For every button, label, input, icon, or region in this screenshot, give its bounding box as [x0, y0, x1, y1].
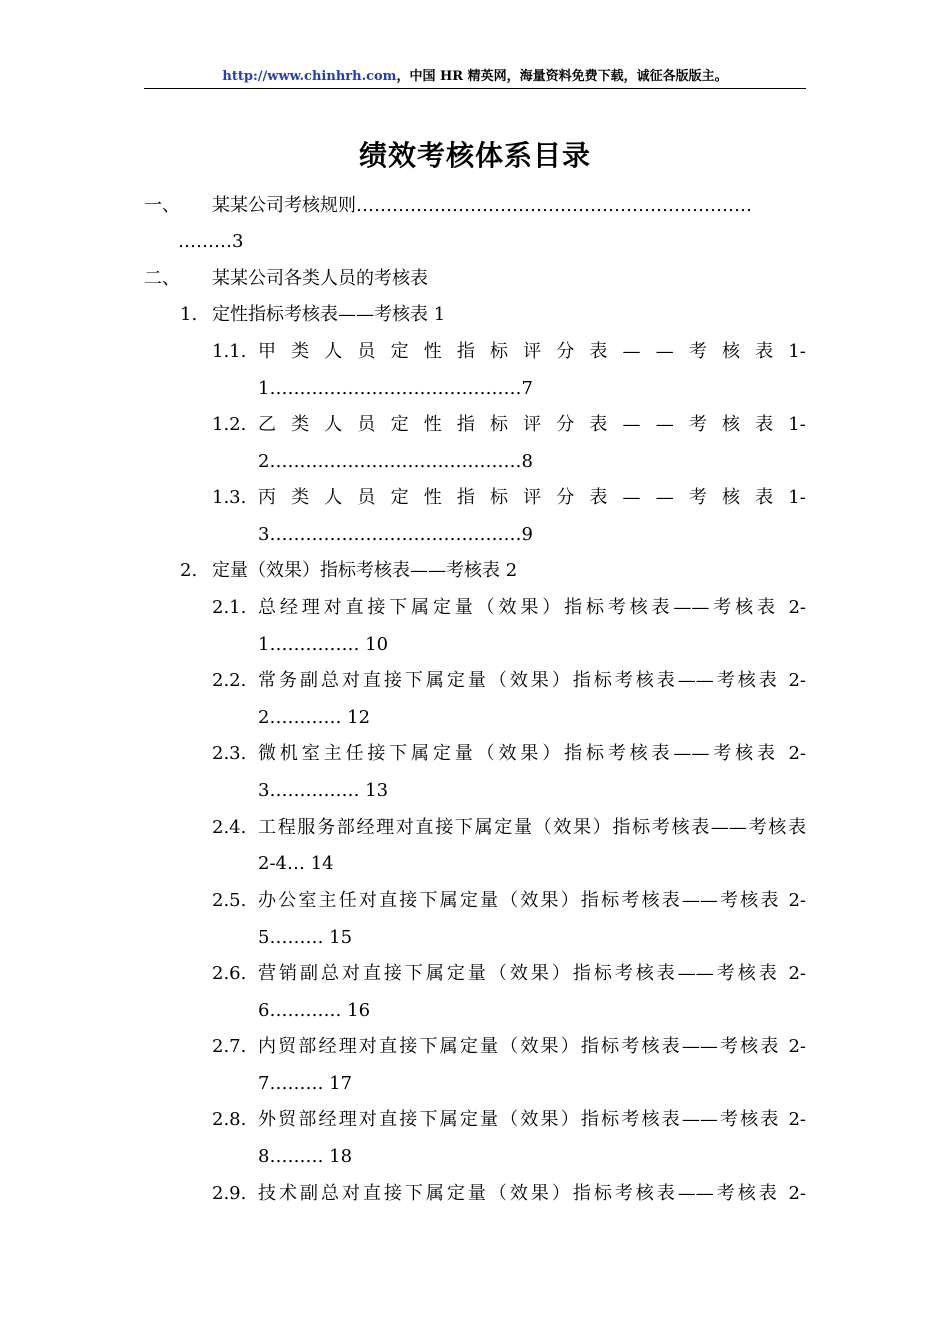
char: 表	[755, 414, 774, 435]
char: 表	[589, 487, 608, 508]
char: 表	[589, 414, 608, 435]
char: 人	[324, 487, 343, 508]
toc-2-1-title[interactable]: 总经理对直接下属定量（效果）指标考核表——考核表 2-	[258, 597, 806, 618]
toc-2-1-number: 2.1.	[212, 597, 247, 618]
char: 乙	[258, 414, 276, 435]
char: 1-	[788, 414, 806, 435]
toc-2-4-page: 2-4… 14	[258, 853, 334, 874]
char: 评	[523, 487, 542, 508]
toc-1-2-number: 1.2.	[212, 414, 247, 435]
char: 人	[324, 341, 343, 362]
toc-2-7-title[interactable]: 内贸部经理对直接下属定量（效果）指标考核表——考核表 2-	[258, 1036, 806, 1057]
char: —	[655, 414, 674, 435]
toc-item2-number: 2.	[180, 560, 198, 581]
char: 核	[721, 414, 740, 435]
char: 性	[423, 341, 442, 362]
char: 定	[390, 487, 409, 508]
char: 分	[556, 487, 575, 508]
char: 表	[755, 487, 774, 508]
toc-2-4-title[interactable]: 工程服务部经理对直接下属定量（效果）指标考核表——考核表	[258, 817, 806, 838]
char: 人	[324, 414, 343, 435]
char: 指	[456, 341, 475, 362]
char: 1-	[788, 487, 806, 508]
char: 类	[291, 414, 310, 435]
toc-2-3-number: 2.3.	[212, 743, 247, 764]
toc-1-1-title[interactable]	[258, 340, 806, 364]
toc-1-2-title[interactable]	[258, 413, 806, 437]
char: 考	[688, 487, 707, 508]
toc-sec1-leader: …………………………………………………………	[356, 195, 752, 216]
toc-sec1-page: ………3	[178, 231, 244, 252]
toc-2-4-number: 2.4.	[212, 817, 247, 838]
char: 分	[556, 341, 575, 362]
toc-1-1-page: 1……………………………………7	[258, 378, 533, 399]
toc-2-2-number: 2.2.	[212, 670, 247, 691]
toc-2-6-page: 6………… 16	[258, 1000, 371, 1021]
toc-2-5-page: 5……… 15	[258, 927, 353, 948]
page-title: 绩效考核体系目录	[358, 139, 591, 172]
toc-2-7-number: 2.7.	[212, 1036, 247, 1057]
char: 性	[423, 414, 442, 435]
char: —	[655, 341, 674, 362]
char: 核	[721, 487, 740, 508]
toc-sec1-label: 某某公司考核规则	[212, 195, 356, 216]
char: —	[622, 341, 641, 362]
toc-1-3-title[interactable]	[258, 486, 806, 510]
toc-2-2-title[interactable]: 常务副总对直接下属定量（效果）指标考核表——考核表 2-	[258, 670, 806, 691]
toc-sec1-number: 一、	[144, 195, 180, 216]
char: 甲	[258, 341, 276, 362]
char: 考	[688, 341, 707, 362]
toc-2-2-page: 2………… 12	[258, 707, 371, 728]
toc-sec2-number: 二、	[144, 268, 180, 289]
char: 丙	[258, 487, 276, 508]
toc-2-6-title[interactable]: 营销副总对直接下属定量（效果）指标考核表——考核表 2-	[258, 963, 806, 984]
toc-item1-label[interactable]: 定性指标考核表——考核表 1	[212, 304, 446, 325]
toc-2-6-number: 2.6.	[212, 963, 247, 984]
toc-1-3-page: 3……………………………………9	[258, 524, 533, 545]
char: 分	[556, 414, 575, 435]
page-header	[144, 68, 806, 89]
char: 标	[489, 341, 508, 362]
toc-2-9-title[interactable]: 技术副总对直接下属定量（效果）指标考核表——考核表 2-	[258, 1183, 806, 1204]
toc-2-8-page: 8……… 18	[258, 1146, 353, 1167]
char: —	[655, 487, 674, 508]
toc-2-7-page: 7……… 17	[258, 1073, 353, 1094]
char: 评	[523, 414, 542, 435]
toc-2-5-number: 2.5.	[212, 890, 247, 911]
char: 员	[357, 414, 376, 435]
char: 定	[390, 414, 409, 435]
toc-2-1-page: 1…………… 10	[258, 634, 389, 655]
char: 核	[721, 341, 740, 362]
char: 类	[291, 341, 310, 362]
toc-1-2-page: 2……………………………………8	[258, 451, 533, 472]
char: 表	[755, 341, 774, 362]
char: 性	[423, 487, 442, 508]
char: —	[622, 487, 641, 508]
toc-sec1-entry[interactable]	[212, 194, 806, 218]
char: 指	[456, 414, 475, 435]
char: 考	[688, 414, 707, 435]
toc-2-3-page: 3…………… 13	[258, 780, 389, 801]
toc-2-3-title[interactable]: 微机室主任接下属定量（效果）指标考核表——考核表 2-	[258, 743, 806, 764]
char: 类	[291, 487, 310, 508]
toc-1-3-number: 1.3.	[212, 487, 247, 508]
toc-1-1-number: 1.1.	[212, 341, 247, 362]
toc-2-8-number: 2.8.	[212, 1109, 247, 1130]
toc-2-8-title[interactable]: 外贸部经理对直接下属定量（效果）指标考核表——考核表 2-	[258, 1109, 806, 1130]
char: 员	[357, 341, 376, 362]
toc-2-5-title[interactable]: 办公室主任对直接下属定量（效果）指标考核表——考核表 2-	[258, 890, 806, 911]
header-link[interactable]: http://www.chinhrh.com	[222, 69, 397, 84]
char: 评	[523, 341, 542, 362]
char: 指	[456, 487, 475, 508]
toc-2-9-number: 2.9.	[212, 1183, 247, 1204]
char: 标	[489, 414, 508, 435]
char: 1-	[788, 341, 806, 362]
char: 标	[489, 487, 508, 508]
toc-item2-label[interactable]: 定量（效果）指标考核表——考核表 2	[212, 560, 518, 581]
char: 员	[357, 487, 376, 508]
char: 表	[589, 341, 608, 362]
toc-item1-number: 1.	[180, 304, 198, 325]
header-text: ，中国 HR 精英网，海量资料免费下载，诚征各版版主。	[396, 69, 728, 84]
char: —	[622, 414, 641, 435]
toc-sec2-label[interactable]: 某某公司各类人员的考核表	[212, 268, 428, 289]
char: 定	[390, 341, 409, 362]
